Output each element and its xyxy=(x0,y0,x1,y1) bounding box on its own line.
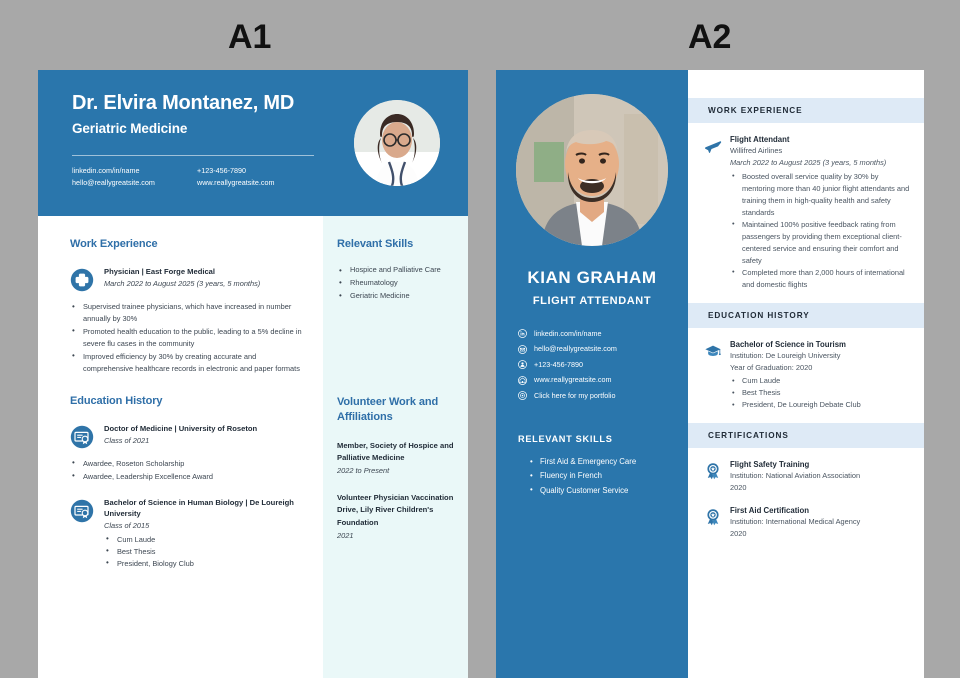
a1-work-entry-body xyxy=(104,266,305,292)
a2-certification-entry xyxy=(704,505,910,540)
a2-contact-website-text: www.reallygreatsite.com xyxy=(534,375,612,385)
a1-volunteer-entry xyxy=(337,492,454,542)
a2-contact-linkedin[interactable] xyxy=(518,329,688,338)
a1-header-divider xyxy=(72,155,314,156)
a1-work-bullets xyxy=(70,301,305,375)
list-item: • Boosted overall service quality by 30% by mentoring more than 40 junior flight attendants and training them in high-quality health and safety standards xyxy=(730,171,910,219)
a2-work-experience-section xyxy=(688,123,924,303)
a1-contact-email[interactable]: hello@reallygreatsite.com xyxy=(72,177,155,187)
linkedin-icon xyxy=(518,329,527,338)
list-item: • Quality Customer Service xyxy=(530,484,688,498)
a2-certification-entry-body xyxy=(730,505,910,540)
a1-work-dates: March 2022 to August 2025 (3 years, 5 months) xyxy=(104,279,261,288)
sheet-label-a1: A1 xyxy=(228,18,272,56)
portfolio-link-icon xyxy=(518,391,527,400)
diploma-certificate-icon xyxy=(70,499,94,523)
a2-certification-entry xyxy=(704,459,910,494)
a1-education-entry-body xyxy=(104,423,305,449)
a1-contact-phone[interactable]: +123-456-7890 xyxy=(197,166,246,175)
a1-contact-website[interactable]: www.reallygreatsite.com xyxy=(197,177,275,187)
a2-contact-portfolio-text: Click here for my portfolio xyxy=(534,390,616,400)
a2-certification-entry-body xyxy=(730,459,910,494)
a1-main-column xyxy=(38,216,323,678)
a2-work-company: Willifred Airlines xyxy=(730,146,783,156)
a2-certifications-band: CERTIFICATIONS xyxy=(688,423,924,448)
a2-contact-phone-text: +123-456-7890 xyxy=(534,359,583,369)
list-item: • Promoted health education to the public, leading to a 5% decline in severe flu cases in the community xyxy=(70,326,305,350)
list-item: • Fluency in French xyxy=(530,469,688,483)
a1-education-bullets xyxy=(104,534,305,570)
list-item: • Awardee, Roseton Scholarship xyxy=(70,458,305,470)
a2-certification-institution: Institution: National Aviation Association xyxy=(730,471,861,481)
a1-education-degree: Bachelor of Science in Human Biology | De Loureigh University xyxy=(104,497,294,518)
list-item: • First Aid & Emergency Care xyxy=(530,455,688,469)
a2-work-role: Flight Attendant xyxy=(730,135,790,144)
list-item: • Geriatric Medicine xyxy=(337,290,454,303)
a2-main-column xyxy=(688,70,924,678)
a1-body xyxy=(38,216,468,678)
phone-icon xyxy=(518,360,527,369)
a1-header-banner xyxy=(38,70,468,216)
a2-education-bullets xyxy=(730,375,910,411)
a2-skills-list xyxy=(530,455,688,498)
a2-contact-website[interactable] xyxy=(518,376,688,385)
a2-contact-email[interactable] xyxy=(518,345,688,354)
a1-candidate-title: Geriatric Medicine xyxy=(72,121,188,136)
a2-candidate-name: KIAN GRAHAM xyxy=(527,268,657,287)
a1-side-column xyxy=(323,216,468,678)
a1-candidate-name: Dr. Elvira Montanez, MD xyxy=(72,92,295,114)
list-item: • Awardee, Leadership Excellence Award xyxy=(70,471,305,483)
a1-work-role: Physician | East Forge Medical xyxy=(104,267,216,276)
list-item: • Cum Laude xyxy=(730,375,910,387)
graduation-cap-icon xyxy=(704,342,722,412)
a1-education-bullets xyxy=(70,458,305,483)
a2-contact-list xyxy=(518,329,688,400)
a1-education-year: Class of 2015 xyxy=(104,520,150,530)
list-item: • Maintained 100% positive feedback rating from passengers by providing them exceptional client-centered service and ensuring their comfort and safety xyxy=(730,219,910,267)
a2-education-degree: Bachelor of Science in Tourism xyxy=(730,339,846,349)
a1-education-entry xyxy=(70,497,305,570)
a1-education-heading: Education History xyxy=(70,394,163,407)
a2-education-institution: Institution: De Loureigh University xyxy=(730,350,841,360)
resume-document-a1[interactable] xyxy=(38,70,468,678)
a1-volunteer-dates: 2022 to Present xyxy=(337,466,390,476)
a2-certification-year: 2020 xyxy=(730,528,747,538)
a2-skills-heading: RELEVANT SKILLS xyxy=(518,434,613,444)
website-icon xyxy=(518,376,527,385)
a1-volunteer-title: Member, Society of Hospice and Palliative Medicine xyxy=(337,440,454,462)
resume-document-a2[interactable] xyxy=(496,70,924,678)
a1-education-entry-body xyxy=(104,497,305,570)
award-ribbon-icon xyxy=(704,508,722,540)
list-item: • Improved efficiency by 30% by creating accurate and comprehensive healthcare records in electronic and paper formats xyxy=(70,351,305,375)
a2-profile-photo xyxy=(516,94,668,246)
a1-skills-heading: Relevant Skills xyxy=(337,238,414,250)
a2-education-band: EDUCATION HISTORY xyxy=(688,303,924,328)
medical-cross-icon xyxy=(70,268,94,292)
a2-work-dates: March 2022 to August 2025 (3 years, 5 months) xyxy=(730,157,887,167)
a1-education-entry xyxy=(70,423,305,449)
a2-education-entry xyxy=(704,339,910,412)
a1-education-block xyxy=(70,395,305,570)
a2-contact-portfolio[interactable] xyxy=(518,391,688,400)
award-ribbon-icon xyxy=(704,462,722,494)
diploma-certificate-icon xyxy=(70,425,94,449)
a2-education-section xyxy=(688,328,924,424)
a2-education-year: Year of Graduation: 2020 xyxy=(730,362,813,372)
list-item: • President, Biology Club xyxy=(104,558,305,570)
list-item: • Supervised trainee physicians, which have increased in number annually by 30% xyxy=(70,301,305,325)
a2-work-bullets xyxy=(730,171,910,291)
a2-work-entry xyxy=(704,134,910,291)
a1-work-entry xyxy=(70,266,305,292)
email-icon xyxy=(518,345,527,354)
a2-candidate-role: FLIGHT ATTENDANT xyxy=(532,295,652,307)
sheet-label-a2: A2 xyxy=(688,18,732,56)
a1-volunteer-title: Volunteer Physician Vaccination Drive, Lily River Children's Foundation xyxy=(337,492,454,527)
airplane-icon xyxy=(704,137,722,291)
list-item: • Rheumatology xyxy=(337,277,454,290)
a1-skills-list xyxy=(337,264,454,303)
a2-sidebar xyxy=(496,70,688,678)
a2-work-entry-body xyxy=(730,134,910,291)
a1-education-year: Class of 2021 xyxy=(104,435,150,445)
list-item: • Completed more than 2,000 hours of international and domestic flights xyxy=(730,267,910,291)
list-item: • President, De Loureigh Debate Club xyxy=(730,399,910,411)
list-item: • Best Thesis xyxy=(730,387,910,399)
a2-contact-email-text: hello@reallygreatsite.com xyxy=(534,344,617,354)
a2-certification-institution: Institution: International Medical Agency xyxy=(730,517,861,527)
a1-volunteer-dates: 2021 xyxy=(337,530,354,540)
a1-volunteer-heading: Volunteer Work and Affiliations xyxy=(337,395,439,423)
a1-contact-linkedin[interactable]: linkedin.com/in/name xyxy=(72,166,140,175)
list-item: • Hospice and Palliative Care xyxy=(337,264,454,277)
a2-certification-title: First Aid Certification xyxy=(730,505,809,515)
a1-education-degree: Doctor of Medicine | University of Roseton xyxy=(104,423,258,433)
list-item: • Cum Laude xyxy=(104,534,305,546)
a2-contact-linkedin-text: linkedin.com/in/name xyxy=(534,328,602,338)
a2-certification-title: Flight Safety Training xyxy=(730,460,810,470)
a2-work-experience-band: WORK EXPERIENCE xyxy=(688,98,924,123)
a1-work-experience-heading: Work Experience xyxy=(70,238,158,250)
a1-volunteer-entry xyxy=(337,440,454,477)
a2-contact-phone[interactable] xyxy=(518,360,688,369)
a2-certifications-section xyxy=(688,448,924,551)
a1-contact-list xyxy=(72,165,322,189)
a1-profile-photo xyxy=(354,100,440,186)
a2-certification-year: 2020 xyxy=(730,483,747,493)
list-item: • Best Thesis xyxy=(104,546,305,558)
a2-education-entry-body xyxy=(730,339,910,412)
